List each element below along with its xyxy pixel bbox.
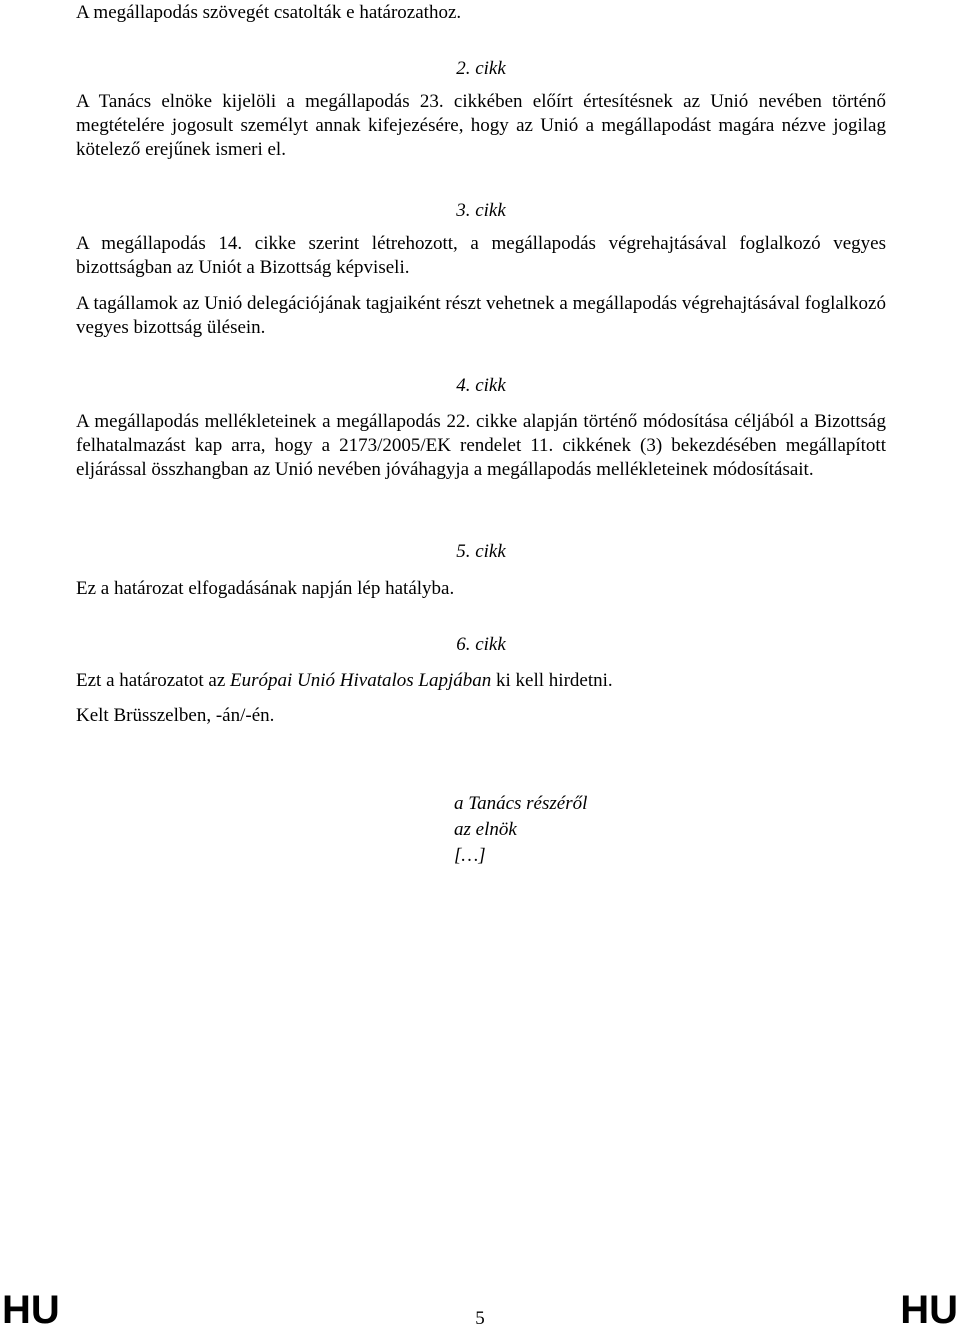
paragraph-article-3a: A megállapodás 14. cikke szerint létrehozott, a megállapodás végrehajtásával foglalkozó vegyes bizottságban az Uniót a Bizottság képviseli.: [76, 233, 886, 278]
language-code-right: HU: [900, 1288, 958, 1332]
paragraph-article-5: Ez a határozat elfogadásának napján lép hatályba.: [76, 578, 455, 599]
signature-line-council: a Tanács részéről: [454, 793, 588, 814]
paragraph-annex: A megállapodás szövegét csatolták e határozathoz.: [76, 2, 462, 23]
paragraph-article-6-pre: Ezt a határozatot az: [76, 670, 231, 691]
signature-block: [454, 791, 754, 869]
signature-line-president: az elnök: [454, 819, 517, 840]
signature-line-placeholder: […]: [454, 845, 486, 866]
paragraph-article-2: A Tanács elnöke kijelöli a megállapodás 23. cikkében előírt értesítésnek az Unió nevében történő megtételére jogosult személyt annak kifejezésére, hogy az Unió a megállapodást magára nézve jogilag kötelező erejűnek ismeri el.: [76, 91, 886, 160]
paragraph-article-6: [76, 669, 886, 693]
language-code-left: HU: [2, 1288, 60, 1332]
article-heading-6: 6. cikk: [456, 634, 506, 655]
article-heading-5: 5. cikk: [456, 541, 506, 562]
article-heading-4: 4. cikk: [456, 375, 506, 396]
paragraph-article-4: A megállapodás mellékleteinek a megállapodás 22. cikke alapján történő módosítása céljából a Bizottság felhatalmazást kap arra, hogy a 2173/2005/EK rendelet 11. cikkének (3) bekezdésében megállapított eljárással összhangban az Unió nevében jóváhagyja a megállapodás mellékleteinek módosításait.: [76, 411, 886, 480]
place-date-line: Kelt Brüsszelben, -án/-én.: [76, 705, 275, 726]
article-heading-3: 3. cikk: [456, 200, 506, 221]
official-journal-title: Európai Unió Hivatalos Lapjában: [230, 670, 492, 691]
page-number: 5: [475, 1308, 485, 1329]
paragraph-article-3b: A tagállamok az Unió delegációjának tagjaiként részt vehetnek a megállapodás végrehajtásával foglalkozó vegyes bizottság ülésein.: [76, 293, 886, 338]
article-heading-2: 2. cikk: [456, 58, 506, 79]
paragraph-article-6-post: ki kell hirdetni.: [491, 670, 613, 691]
